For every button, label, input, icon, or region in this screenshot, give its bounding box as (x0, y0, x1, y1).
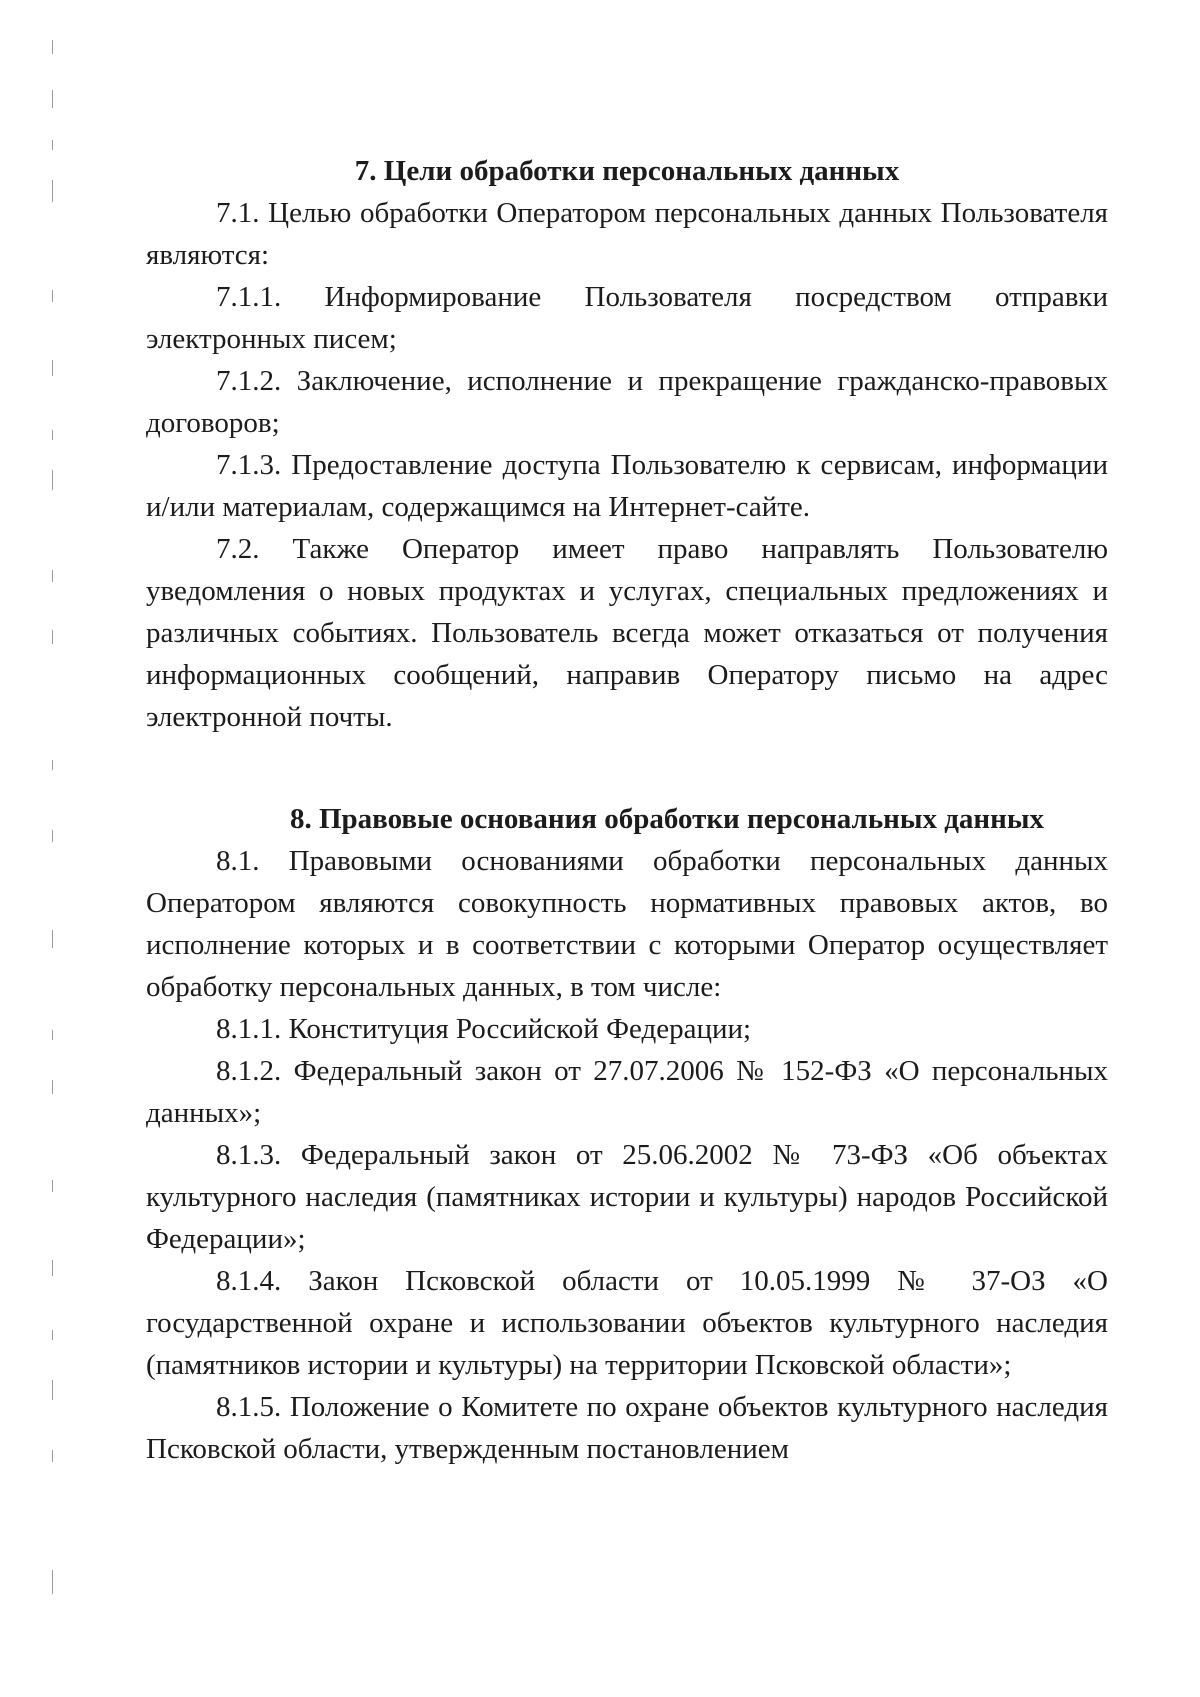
paragraph-7-1-3: 7.1.3. Предоставление доступа Пользователю к сервисам, информации и/или материалам, содержащимся на Интернет-сайте. (146, 449, 1108, 523)
paragraph-7-1: 7.1. Целью обработки Оператором персональных данных Пользователя являются: (146, 197, 1108, 271)
paragraph-8-1-5: 8.1.5. Положение о Комитете по охране объектов культурного наследия Псковской области, утвержденным постановлением (146, 1391, 1108, 1465)
section-7-title: 7. Цели обработки персональных данных (354, 155, 900, 187)
paragraph-7-1-1: 7.1.1. Информирование Пользователя посредством отправки электронных писем; (146, 281, 1108, 355)
paragraph-8-1-4: 8.1.4. Закон Псковской области от 10.05.1999 № 37-ОЗ «О государственной охране и использовании объектов культурного наследия (памятников истории и культуры) на территории Псковской области»; (146, 1265, 1108, 1381)
scan-binding-marks (52, 30, 56, 1670)
section-8-title: 8. Правовые основания обработки персональных данных (290, 803, 1044, 835)
paragraph-7-2: 7.2. Также Оператор имеет право направлять Пользователю уведомления о новых продуктах и услугах, специальных предложениях и различных событиях. Пользователь всегда может отказаться от получения информационных сообщений, направив Оператору письмо на адрес электронной почты. (146, 533, 1108, 733)
paragraph-7-1-2: 7.1.2. Заключение, исполнение и прекращение гражданско-правовых договоров; (146, 365, 1108, 439)
document-content (146, 150, 1108, 1470)
paragraph-8-1-2: 8.1.2. Федеральный закон от 27.07.2006 № 152-ФЗ «О персональных данных»; (146, 1055, 1108, 1129)
paragraph-8-1-1: 8.1.1. Конституция Российской Федерации; (216, 1013, 752, 1045)
paragraph-8-1-3: 8.1.3. Федеральный закон от 25.06.2002 № 73-ФЗ «Об объектах культурного наследия (памятниках истории и культуры) народов Российской Федерации»; (146, 1139, 1108, 1255)
paragraph-8-1: 8.1. Правовыми основаниями обработки персональных данных Оператором являются совокупность нормативных правовых актов, во исполнение которых и в соответствии с которыми Оператор осуществляет обработку персональных данных, в том числе: (146, 845, 1108, 1003)
